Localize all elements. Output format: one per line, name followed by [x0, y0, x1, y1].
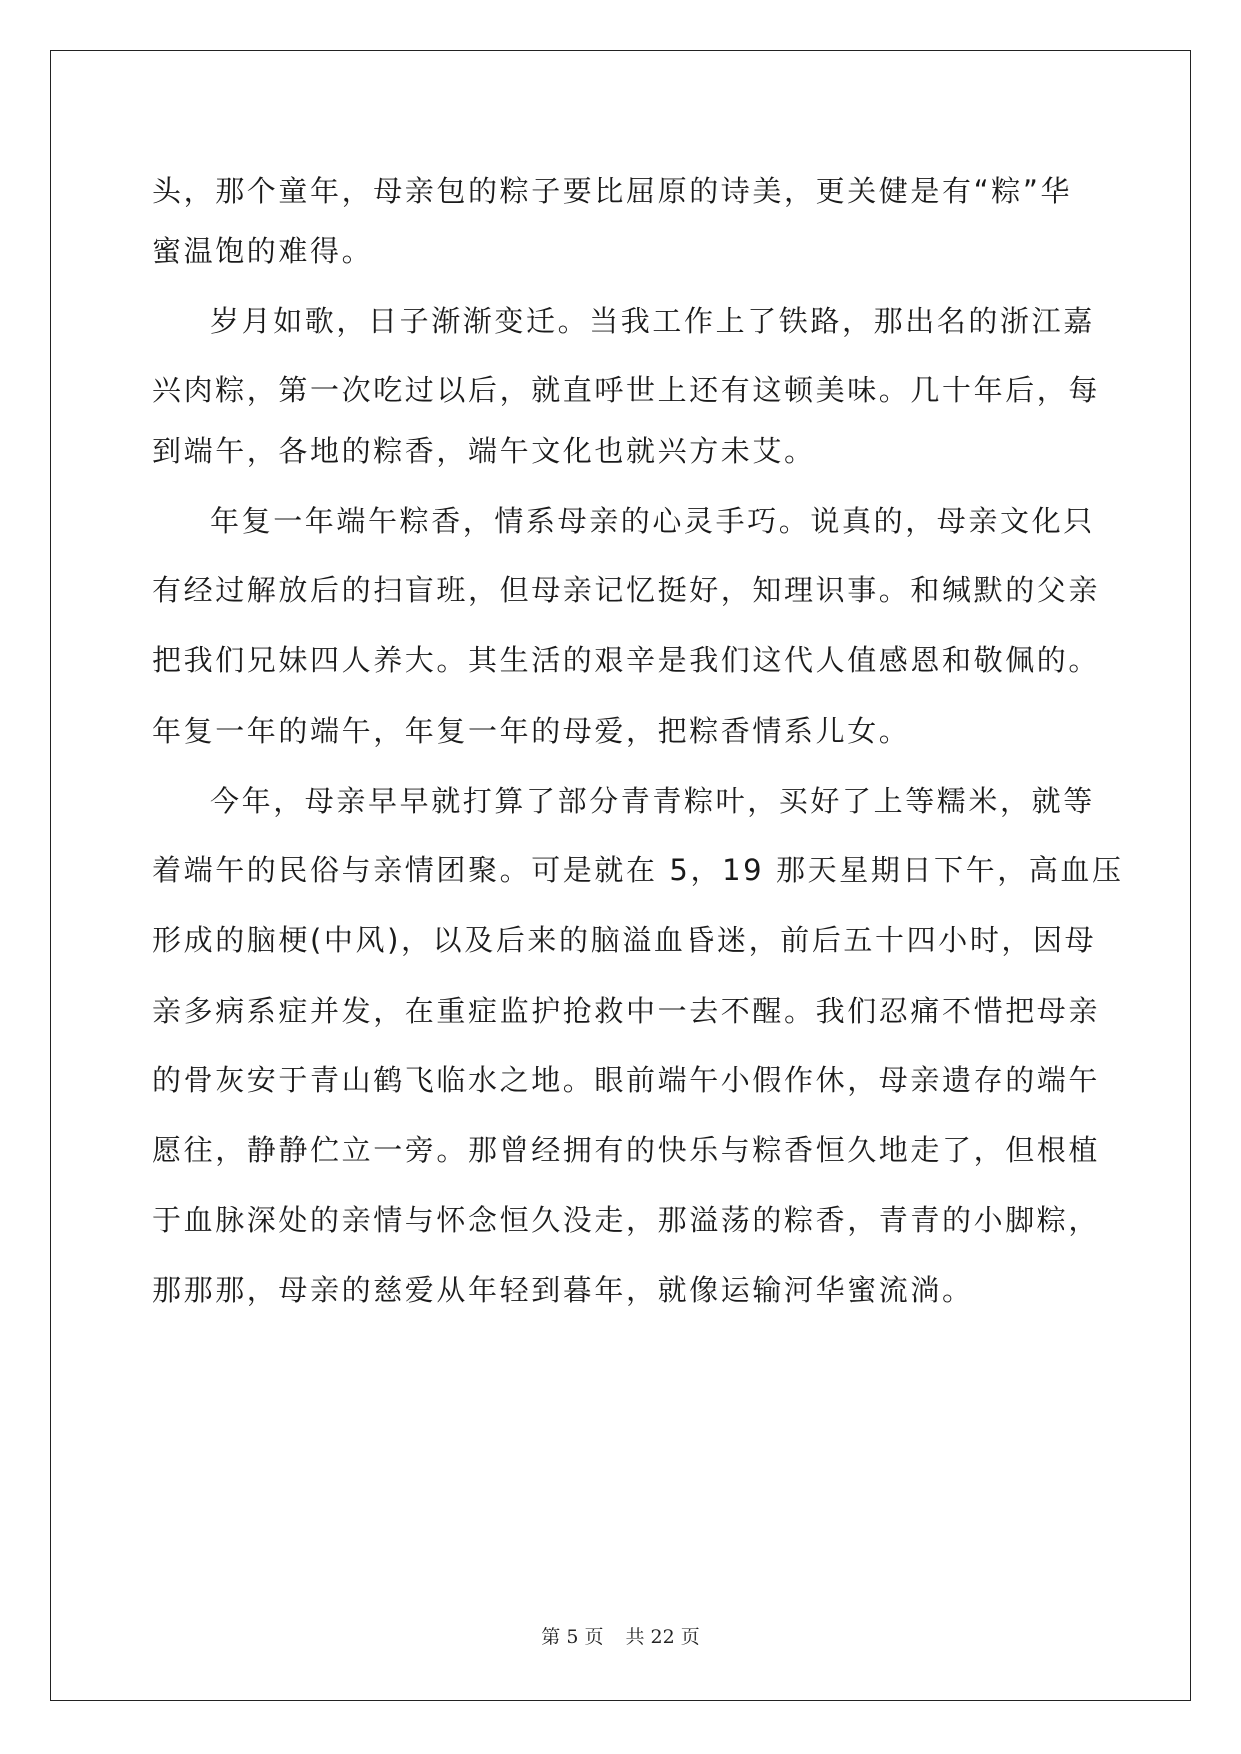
text-line: 蜜温饱的难得。 — [152, 234, 374, 268]
text-line: 亲多病系症并发，在重症监护抢救中一去不醒。我们忍痛不惜把母亲 — [152, 994, 1101, 1028]
text-line: 着端午的民俗与亲情团聚。可是就在 5，19 那天星期日下午，高血压 — [152, 853, 1124, 887]
paragraph-start-line: 今年，母亲早早就打算了部分青青粽叶，买好了上等糯米，就等 — [210, 784, 1095, 818]
page-footer — [0, 1622, 1241, 1649]
text-line: 愿往，静静伫立一旁。那曾经拥有的快乐与粽香恒久地走了，但根植 — [152, 1133, 1101, 1167]
text-line: 那那那，母亲的慈爱从年轻到暮年，就像运输河华蜜流淌。 — [152, 1273, 974, 1307]
page-number: 第 5 页 — [541, 1626, 604, 1648]
paragraph-start-line: 年复一年端午粽香，情系母亲的心灵手巧。说真的，母亲文化只 — [210, 504, 1095, 538]
text-line: 兴肉粽，第一次吃过以后，就直呼世上还有这顿美味。几十年后，每 — [152, 373, 1101, 407]
text-line: 把我们兄妹四人养大。其生活的艰辛是我们这代人值感恩和敬佩的。 — [152, 643, 1101, 677]
text-line: 的骨灰安于青山鹤飞临水之地。眼前端午小假作休，母亲遗存的端午 — [152, 1063, 1101, 1097]
text-line: 有经过解放后的扫盲班，但母亲记忆挺好，知理识事。和缄默的父亲 — [152, 573, 1101, 607]
text-line: 形成的脑梗(中风)，以及后来的脑溢血昏迷，前后五十四小时，因母 — [152, 923, 1097, 957]
text-line: 年复一年的端午，年复一年的母爱，把粽香情系儿女。 — [152, 714, 911, 748]
paragraph-start-line: 岁月如歌，日子渐渐变迁。当我工作上了铁路，那出名的浙江嘉 — [210, 304, 1095, 338]
text-line: 于血脉深处的亲情与怀念恒久没走，那溢荡的粽香，青青的小脚粽， — [152, 1203, 1101, 1237]
text-line: 头，那个童年，母亲包的粽子要比屈原的诗美，更关健是有“粽”华 — [152, 174, 1073, 208]
page-total: 共 22 页 — [625, 1626, 700, 1648]
text-line: 到端午，各地的粽香，端午文化也就兴方未艾。 — [152, 434, 816, 468]
